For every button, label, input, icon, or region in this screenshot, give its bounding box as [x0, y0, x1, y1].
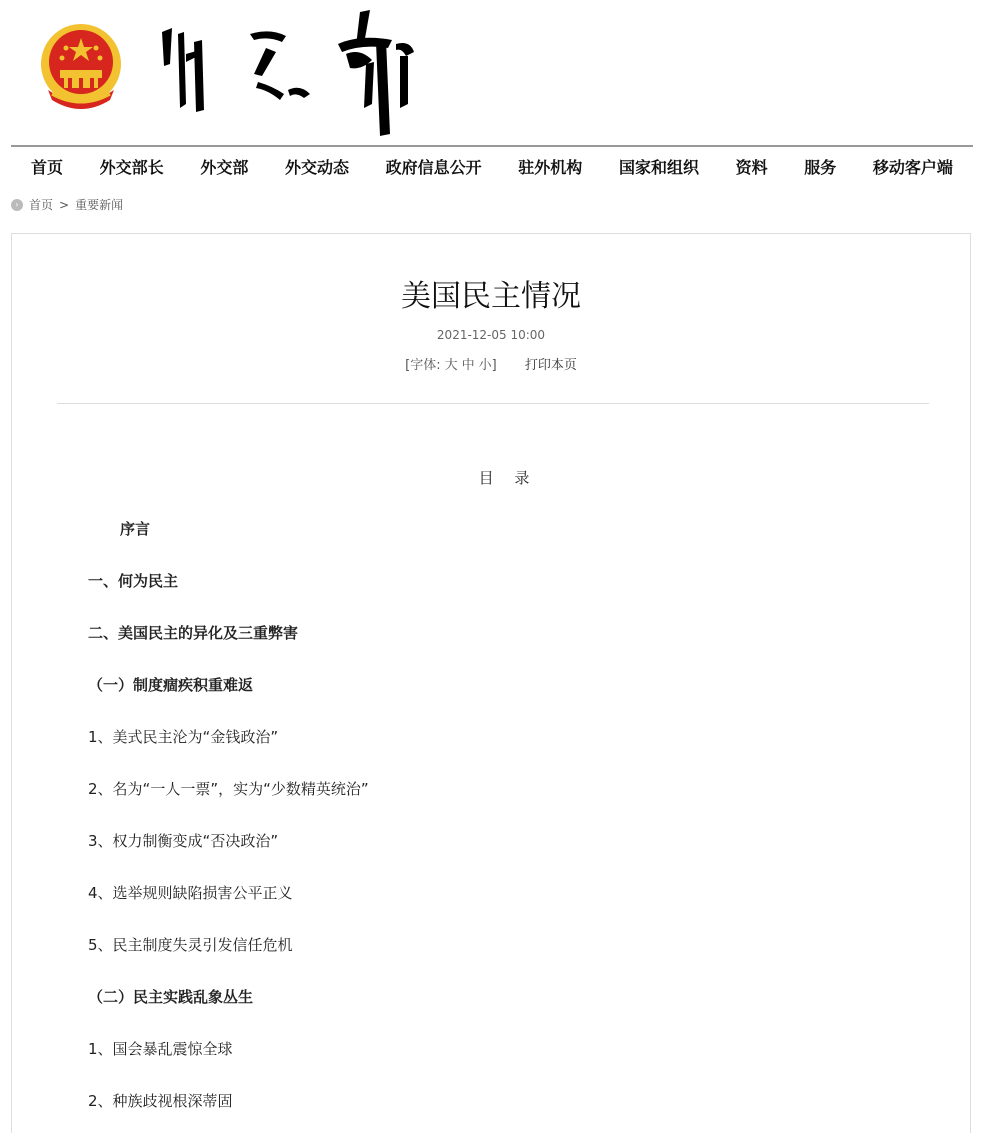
breadcrumb-current[interactable]: 重要新闻 [75, 198, 124, 212]
ministry-calligraphy-logo[interactable] [150, 4, 420, 139]
toc-item: （二）民主实践乱象丛生 [88, 988, 254, 1006]
breadcrumb-home[interactable]: 首页 [29, 198, 54, 212]
toc-heading: 目 录 [478, 469, 538, 487]
article-tools [12, 354, 970, 373]
nav-countries-orgs[interactable]: 国家和组织 [618, 157, 699, 177]
nav-diplomatic-news[interactable]: 外交动态 [284, 157, 349, 177]
main-nav [11, 147, 973, 185]
nav-home[interactable]: 首页 [31, 157, 64, 177]
nav-services[interactable]: 服务 [804, 157, 837, 177]
font-size-label: [字体: [405, 358, 441, 373]
title-divider [57, 403, 929, 404]
font-large-button[interactable]: 大 [444, 358, 458, 373]
print-button[interactable]: 打印本页 [524, 358, 577, 373]
nav-resources[interactable]: 资料 [735, 157, 768, 177]
toc-item: （一）制度痼疾积重难返 [88, 676, 254, 694]
toc-item: 2、名为“一人一票”，实为“少数精英统治” [88, 780, 369, 798]
nav-missions-abroad[interactable]: 驻外机构 [518, 157, 583, 177]
toc-item: 4、选举规则缺陷损害公平正义 [88, 884, 293, 902]
toc-item: 序言 [120, 520, 151, 538]
toc-item: 1、美式民主沦为“金钱政治” [88, 728, 279, 746]
site-header [0, 0, 984, 146]
article-title: 美国民主情况 [401, 279, 581, 314]
nav-gov-info[interactable]: 政府信息公开 [385, 157, 482, 177]
breadcrumb [11, 196, 123, 213]
toc-item: 一、何为民主 [88, 572, 179, 590]
toc-item: 二、美国民主的异化及三重弊害 [88, 624, 299, 642]
toc-item: 3、权力制衡变成“否决政治” [88, 832, 279, 850]
article-date: 2021-12-05 10:00 [436, 328, 546, 342]
nav-mobile-app[interactable]: 移动客户端 [872, 157, 953, 177]
nav-ministry[interactable]: 外交部 [200, 157, 249, 177]
toc-item: 5、民主制度失灵引发信任危机 [88, 936, 293, 954]
toc-item: 1、国会暴乱震惊全球 [88, 1040, 233, 1058]
national-emblem-icon[interactable] [38, 20, 124, 112]
breadcrumb-separator: > [59, 197, 70, 212]
toc-item: 2、种族歧视根深蒂固 [88, 1092, 233, 1110]
font-medium-button[interactable]: 中 [461, 358, 475, 373]
font-small-button[interactable]: 小] [478, 358, 497, 373]
chevron-right-icon: › [11, 199, 23, 211]
article-panel [11, 233, 971, 1133]
nav-foreign-minister[interactable]: 外交部长 [99, 157, 164, 177]
